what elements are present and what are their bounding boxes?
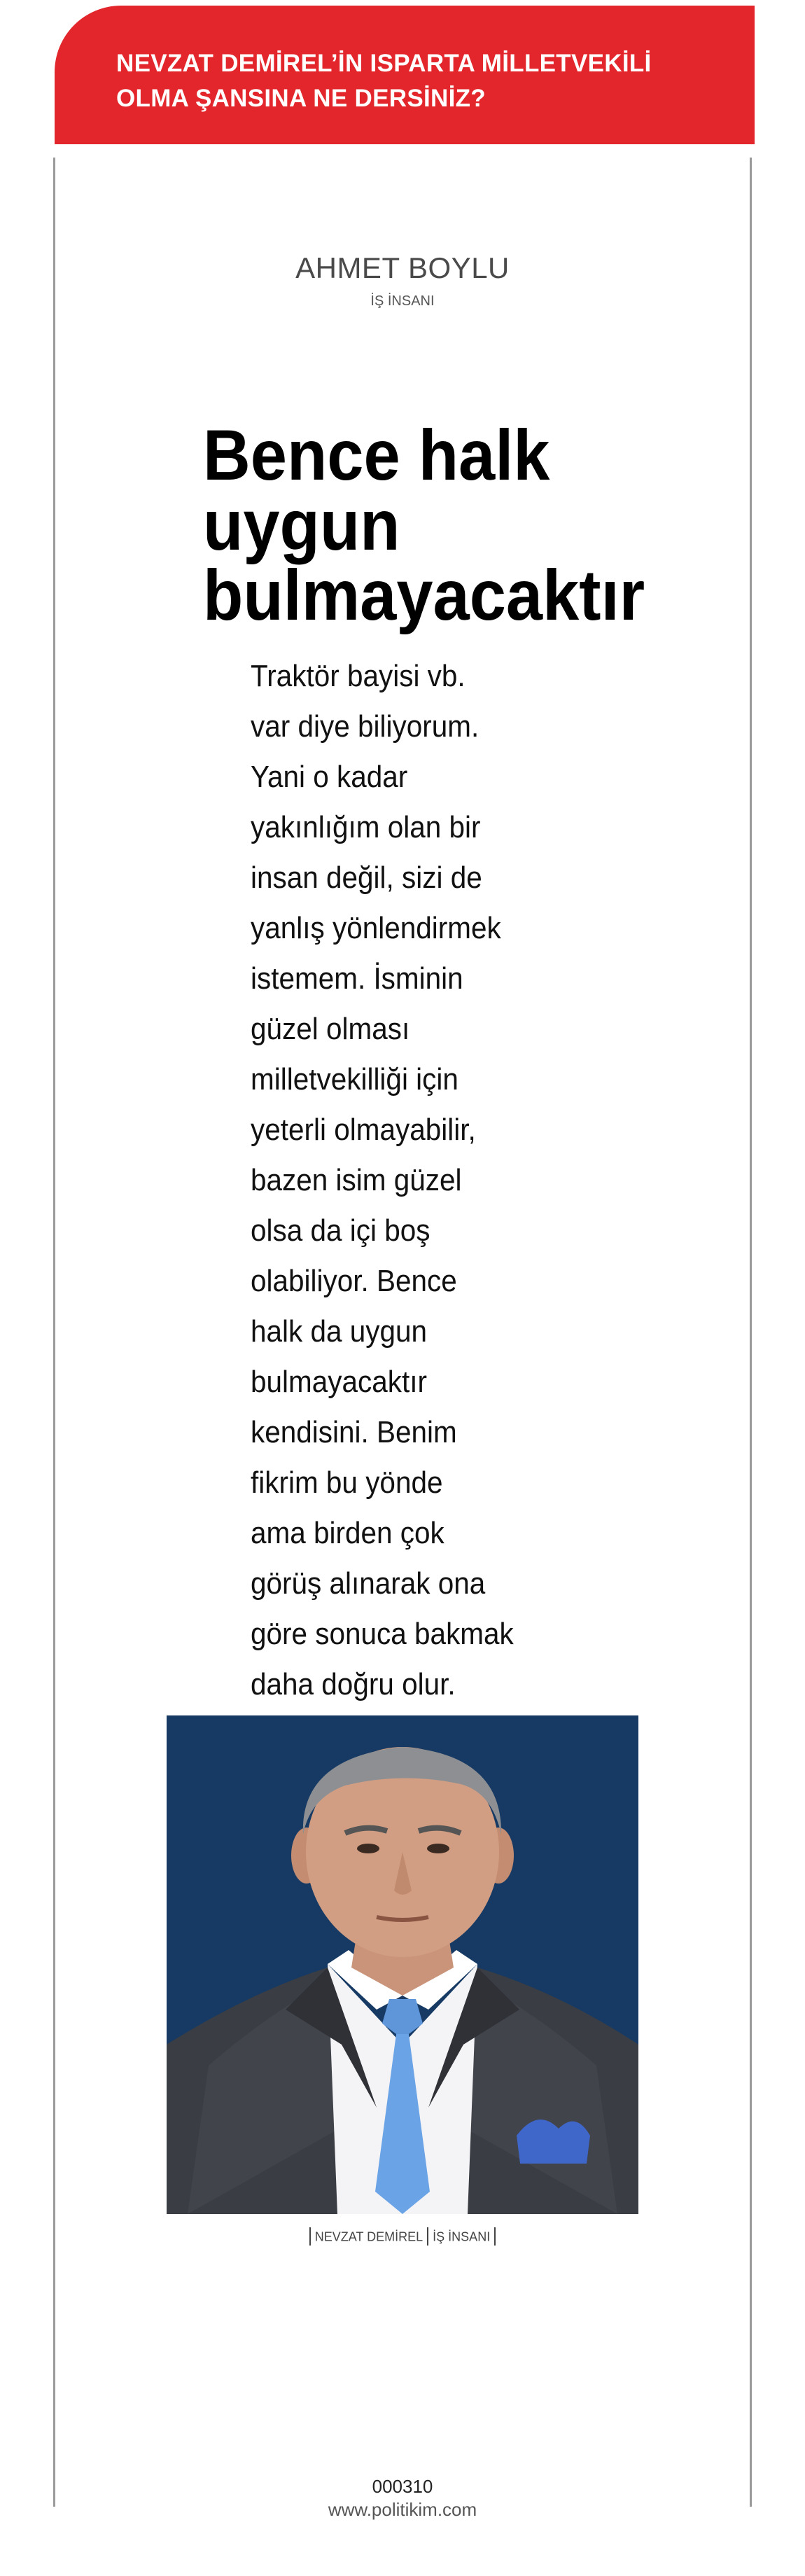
frame-right-border — [750, 158, 752, 2507]
caption-divider — [427, 2227, 428, 2246]
caption-divider — [309, 2227, 311, 2246]
article-headline: Bence halk uygun bulmayacaktır — [203, 415, 645, 635]
photo-caption — [0, 2225, 805, 2247]
portrait-photo — [167, 1715, 638, 2214]
portrait-illustration — [167, 1715, 638, 2214]
author-role: İŞ İNSANI — [370, 293, 435, 309]
author-name: AHMET BOYLU — [295, 251, 510, 284]
frame-left-border — [53, 158, 55, 2507]
website-link[interactable]: www.politikim.com — [328, 2499, 477, 2520]
page-number: 000310 — [372, 2476, 433, 2497]
header-banner — [55, 6, 755, 144]
caption-divider — [494, 2227, 496, 2246]
caption-name: NEVZAT DEMİREL — [314, 2229, 424, 2244]
header-title: NEVZAT DEMİREL’İN ISPARTA MİLLETVEKİLİ OLMA ŞANSINA NE DERSİNİZ? — [116, 50, 652, 112]
article-body: Traktör bayisi vb. var diye biliyorum. Yani o kadar yakınlığım olan bir insan değil, sizi de yanlış yönlendirmek istemem. İsminin güzel olması milletvekilliği için yeterli olmayabilir, bazen isim güzel olsa da içi boş olabiliyor. Bence halk da uygun bulmayacaktır kendisini. Benim fikrim bu yönde ama birden çok görüş alınarak ona göre sonuca bakmak daha doğru olur. — [251, 659, 514, 1701]
caption-role: İŞ İNSANI — [433, 2229, 491, 2244]
